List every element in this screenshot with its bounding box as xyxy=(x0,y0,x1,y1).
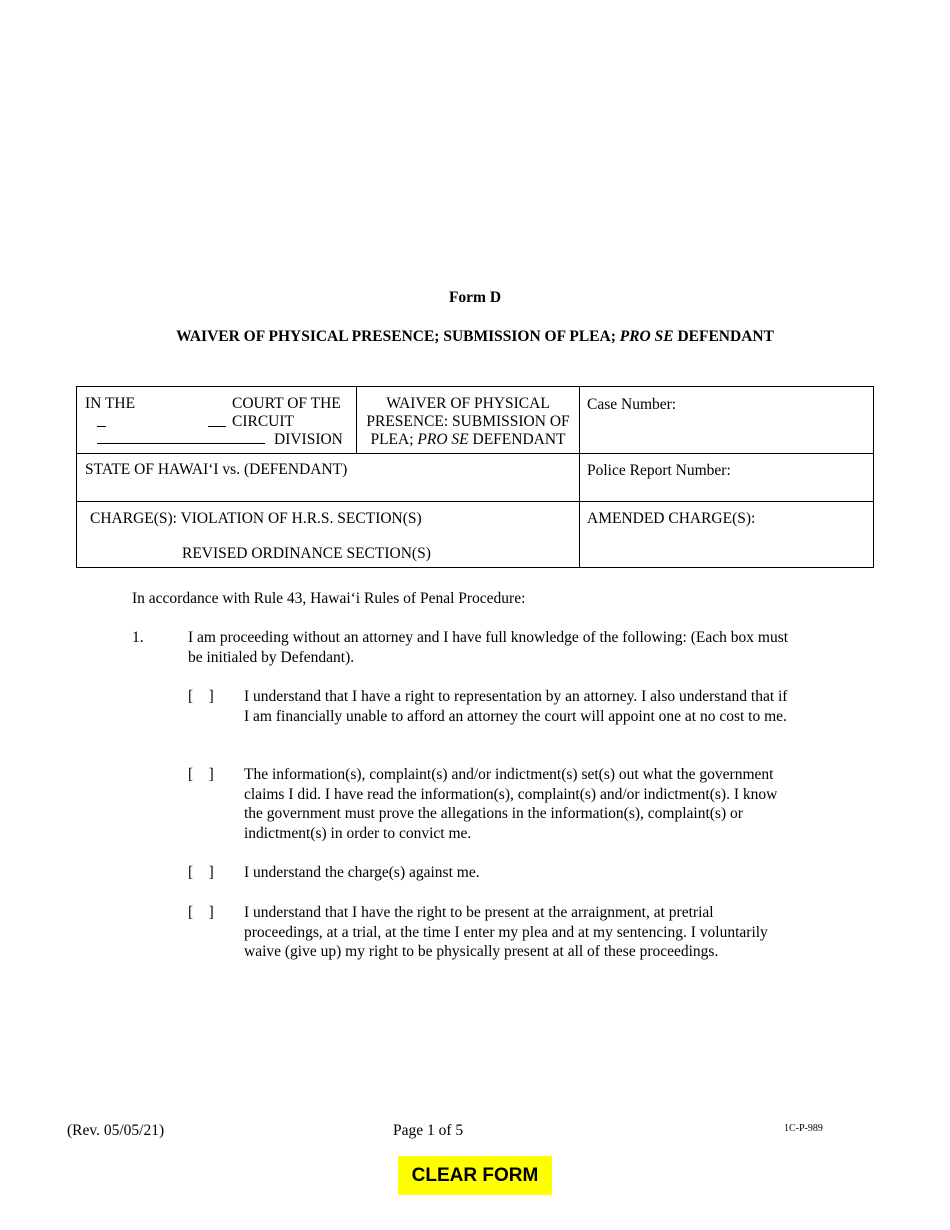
form-title xyxy=(0,328,950,346)
court-blank-field[interactable] xyxy=(97,414,106,433)
court-of-the: COURT OF THE xyxy=(232,395,341,412)
item1-text: I am proceeding without an attorney and I have full knowledge of the following: (Each box must be initialed by Defendant). xyxy=(188,629,789,666)
charges-label: CHARGE(S): VIOLATION OF H.R.S. SECTION(S) xyxy=(90,510,422,527)
item1-number: 1. xyxy=(132,629,144,646)
ordinance-label: REVISED ORDINANCE SECTION(S) xyxy=(182,545,431,562)
doc-title-line3-prefix: PLEA; xyxy=(370,431,418,448)
initial-box[interactable]: [ ] xyxy=(188,766,214,783)
form-title-italic: PRO SE xyxy=(619,328,674,345)
case-number-label: Case Number: xyxy=(587,396,677,413)
police-report-label: Police Report Number: xyxy=(587,462,731,479)
initial-box[interactable]: [ ] xyxy=(188,904,214,921)
revision-date: (Rev. 05/05/21) xyxy=(67,1122,165,1139)
form-number: 1C-P-989 xyxy=(784,1123,823,1134)
intro-text: In accordance with Rule 43, Hawai‘i Rules of Penal Procedure: xyxy=(132,590,526,607)
item-text: I understand that I have a right to representation by an attorney. I also understand that if I am financially unable to afford an attorney the court will appoint one at no cost to me. xyxy=(244,688,788,725)
item-text: The information(s), complaint(s) and/or indictment(s) set(s) out what the government claims I did. I have read the information(s), complaint(s) and/or indictment(s). I know the government must prove the allegations in the information(s), complaint(s) or indictment(s) in order to convict me. xyxy=(244,766,778,842)
doc-title-line2: PRESENCE: SUBMISSION OF xyxy=(366,413,570,430)
form-title-prefix: WAIVER OF PHYSICAL PRESENCE; SUBMISSION OF PLEA; xyxy=(176,328,620,345)
item-text: I understand the charge(s) against me. xyxy=(244,864,480,881)
state-vs-label: STATE OF HAWAI‘I vs. (DEFENDANT) xyxy=(85,461,348,478)
caption-divider xyxy=(77,501,873,502)
form-title-suffix: DEFENDANT xyxy=(673,328,774,345)
doc-title-line3 xyxy=(357,431,579,450)
court-circuit: CIRCUIT xyxy=(232,413,294,430)
caption-divider xyxy=(579,387,580,567)
circuit-blank-field[interactable] xyxy=(208,414,226,433)
item-text: I understand that I have the right to be present at the arraignment, at pretrial proceedings, at a trial, at the time I enter my plea and at my sentencing. I voluntarily waive (give up) my right to be physically present at all of these proceedings. xyxy=(244,904,768,960)
doc-title-line3-suffix: DEFENDANT xyxy=(468,431,566,448)
page-number: Page 1 of 5 xyxy=(393,1122,464,1139)
caption-table xyxy=(76,386,874,568)
division-blank-field[interactable] xyxy=(97,431,265,450)
initial-box[interactable]: [ ] xyxy=(188,688,214,705)
caption-divider xyxy=(77,453,873,454)
form-label: Form D xyxy=(448,289,502,306)
doc-title-line3-italic: PRO SE xyxy=(417,431,469,448)
doc-title-line1: WAIVER OF PHYSICAL xyxy=(386,395,550,412)
initial-box[interactable]: [ ] xyxy=(188,864,214,881)
clear-form-button[interactable]: CLEAR FORM xyxy=(398,1156,552,1195)
court-division: DIVISION xyxy=(274,431,343,448)
amended-charges-label: AMENDED CHARGE(S): xyxy=(587,510,756,527)
court-in-the: IN THE xyxy=(85,395,136,412)
